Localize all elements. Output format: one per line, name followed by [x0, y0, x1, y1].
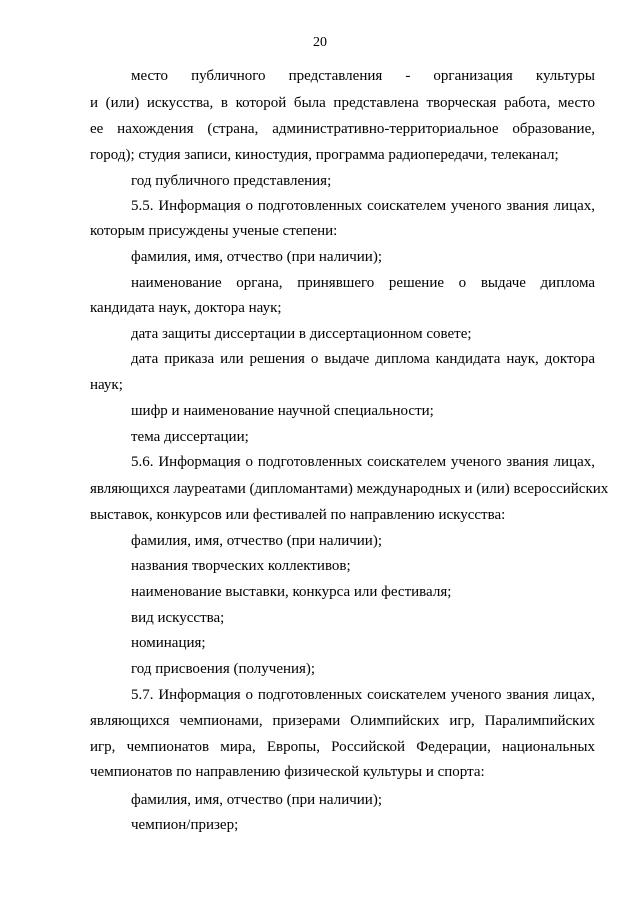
text-line: являющихся чемпионами, призерами Олимпийских игр, Паралимпийских — [90, 713, 595, 729]
text-line: выставок, конкурсов или фестивалей по направлению искусства: — [90, 507, 506, 523]
text-line: шифр и наименование научной специальности; — [131, 403, 434, 419]
text-line: дата приказа или решения о выдаче диплома кандидата наук, доктора — [131, 351, 595, 367]
text-line: фамилия, имя, отчество (при наличии); — [131, 792, 382, 808]
text-line: фамилия, имя, отчество (при наличии); — [131, 533, 382, 549]
text-line: номинация; — [131, 635, 206, 651]
text-line: являющихся лауреатами (дипломантами) международных и (или) всероссийских — [90, 481, 609, 497]
text-line: тема диссертации; — [131, 429, 249, 445]
text-line: 5.5. Информация о подготовленных соискателем ученого звания лицах, — [131, 198, 595, 214]
text-line: год присвоения (получения); — [131, 661, 316, 677]
text-line: ее нахождения (страна, административно-территориальное образование, — [90, 121, 595, 137]
page-number: 20 — [313, 35, 327, 50]
text-line: дата защиты диссертации в диссертационном совете; — [131, 326, 472, 342]
text-line: чемпион/призер; — [131, 817, 239, 833]
text-line: и (или) искусства, в которой была представлена творческая работа, место — [90, 95, 595, 111]
text-line: наук; — [90, 377, 123, 393]
text-line: 5.7. Информация о подготовленных соискателем ученого звания лицах, — [131, 687, 595, 703]
text-line: фамилия, имя, отчество (при наличии); — [131, 249, 382, 265]
text-line: наименование выставки, конкурса или фестиваля; — [131, 584, 452, 600]
text-line: наименование органа, принявшего решение о выдаче диплома — [131, 275, 595, 291]
text-line: названия творческих коллективов; — [131, 558, 351, 574]
text-line: вид искусства; — [131, 610, 225, 626]
text-line: кандидата наук, доктора наук; — [90, 300, 282, 316]
text-line: место публичного представления - организация культуры — [131, 68, 595, 84]
text-line: 5.6. Информация о подготовленных соискателем ученого звания лицах, — [131, 454, 595, 470]
text-line: которым присуждены ученые степени: — [90, 223, 338, 239]
text-line: год публичного представления; — [131, 173, 332, 189]
text-line: игр, чемпионатов мира, Европы, Российской Федерации, национальных — [90, 739, 595, 755]
text-line: город); студия записи, киностудия, программа радиопередачи, телеканал; — [90, 147, 559, 163]
text-line: чемпионатов по направлению физической культуры и спорта: — [90, 764, 485, 780]
